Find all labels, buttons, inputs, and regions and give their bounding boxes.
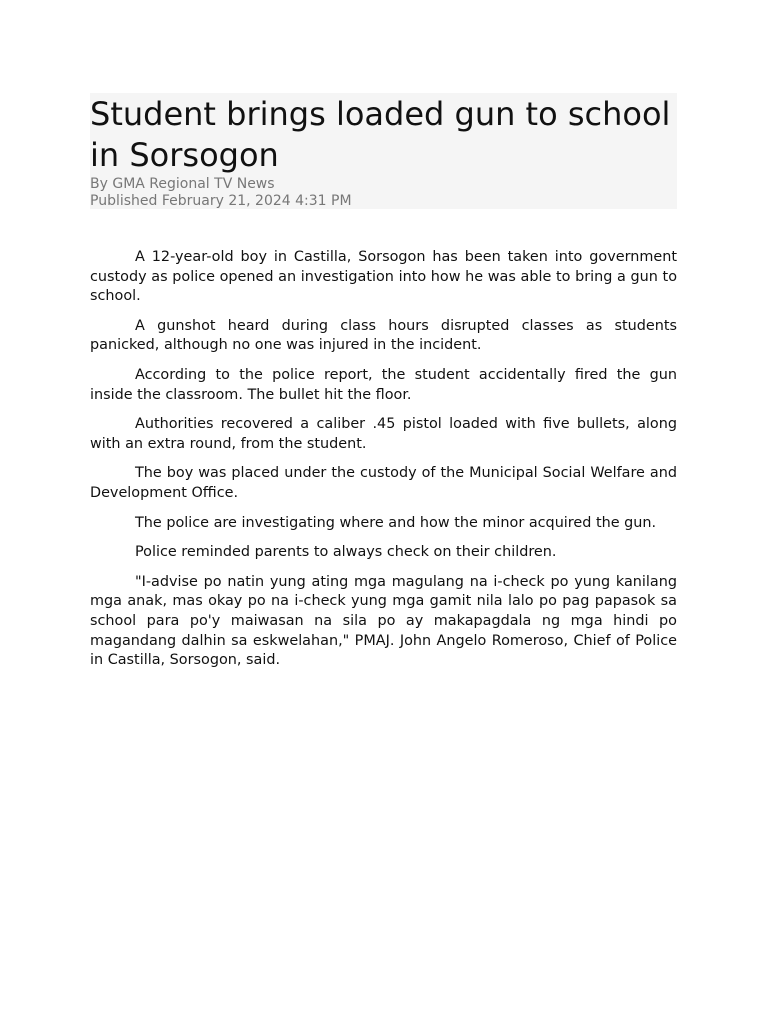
article-paragraph: Authorities recovered a caliber .45 pistol loaded with five bullets, along with an extra round, from the student. xyxy=(90,416,677,452)
article-byline: By GMA Regional TV News xyxy=(90,176,275,192)
article-paragraph: The boy was placed under the custody of the Municipal Social Welfare and Development Office. xyxy=(90,465,677,501)
article-header xyxy=(90,93,677,209)
article-paragraph: A 12-year-old boy in Castilla, Sorsogon has been taken into government custody as police opened an investigation into how he was able to bring a gun to school. xyxy=(90,249,677,305)
article-paragraph: The police are investigating where and how the minor acquired the gun. xyxy=(135,514,657,531)
article-published-date: Published February 21, 2024 4:31 PM xyxy=(90,193,352,209)
article-quote-paragraph: "I-advise po natin yung ating mga magulang na i-check po yung kanilang mga anak, mas okay po na i-check yung mga gamit nila lalo po pag papasok sa school para po'y maiwasan na sila po ay makapagdala ng mga hindi po magandang dalhin sa eskwelahan," PMAJ. John Angelo Romeroso, Chief of Police in Castilla, Sorsogon, said. xyxy=(90,573,677,669)
article-paragraph: Police reminded parents to always check on their children. xyxy=(135,544,557,561)
article-paragraph: A gunshot heard during class hours disrupted classes as students panicked, although no one was injured in the incident. xyxy=(90,317,677,354)
article-paragraph: According to the police report, the student accidentally fired the gun inside the classroom. The bullet hit the floor. xyxy=(90,366,677,403)
article-body xyxy=(90,248,677,671)
article-page xyxy=(90,93,677,681)
article-headline: Student brings loaded gun to school in Sorsogon xyxy=(90,95,671,174)
